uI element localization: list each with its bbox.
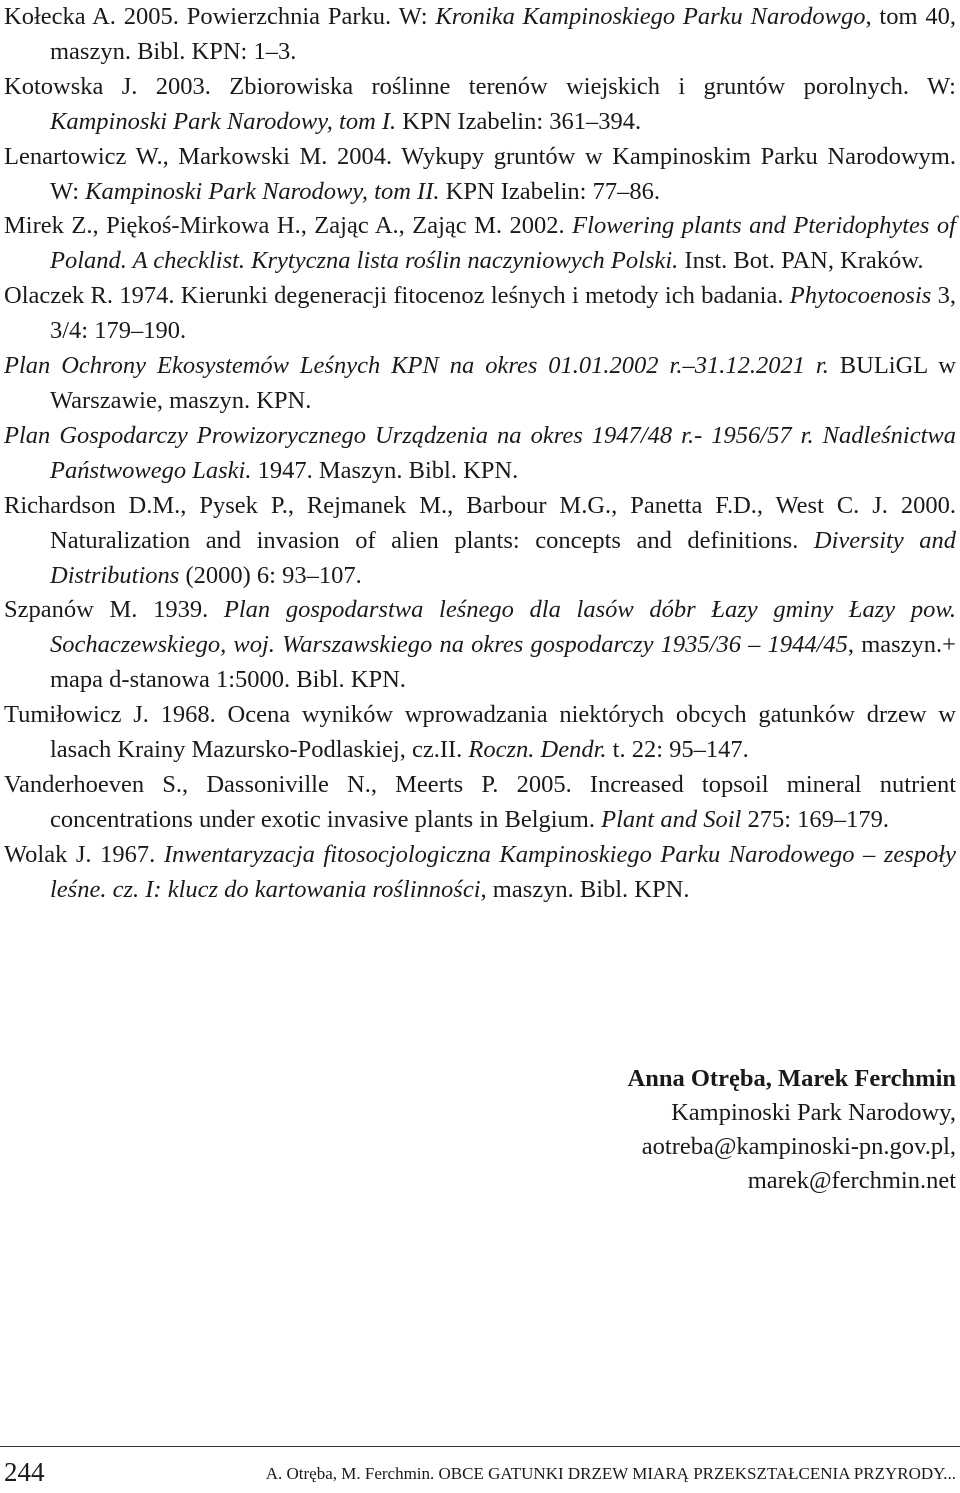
ref-text: , maszyn. Bibl. KPN. <box>480 875 690 903</box>
ref-text: KPN Izabelin: 77–86. <box>439 177 660 205</box>
reference-list <box>4 0 956 908</box>
author-email: aotreba@kampinoski-pn.gov.pl, <box>641 1133 956 1160</box>
ref-title: Plan Gospodarczy Prowizorycznego Urządzenia na okres 1947/48 r.- 1956/57 r. Nadleśnictwa Państwowego Laski. <box>4 421 956 484</box>
author-affiliation: Kampinoski Park Narodowy, <box>671 1099 956 1126</box>
ref-title: Inwentaryzacja fitosocjologiczna Kampinoskiego Parku Narodowego – zespoły leśne. cz. I: klucz do kartowania roślinności <box>50 840 956 903</box>
ref-text: Kotowska J. 2003. Zbiorowiska roślinne terenów wiejskich i gruntów porolnych. W: <box>4 72 956 100</box>
ref-title: Kronika Kampinoskiego Parku Narodowgo <box>435 3 866 30</box>
ref-text: Olaczek R. 1974. Kierunki degeneracji fitocenoz leśnych i metody ich badania. <box>4 282 790 310</box>
ref-title: Flowering plants and Pteridophytes of Poland. A checklist. Krytyczna lista roślin naczyniowych Polski. <box>50 212 956 275</box>
ref-text: Inst. Bot. PAN, Kraków. <box>678 247 924 275</box>
reference-item <box>4 140 956 210</box>
ref-text: , tom 40, maszyn. Bibl. KPN: 1–3. <box>50 3 957 65</box>
ref-text: 3, 3/4: 179–190. <box>50 282 956 345</box>
author-names: Anna Otręba, Marek Ferchmin <box>627 1065 956 1092</box>
reference-item <box>4 279 956 349</box>
ref-text: 1947. Maszyn. Bibl. KPN. <box>251 456 519 484</box>
ref-title: Diversity and Distributions <box>50 526 957 589</box>
reference-item <box>4 698 956 768</box>
author-block <box>628 1062 956 1198</box>
reference-item <box>4 489 956 594</box>
page-number: 244 <box>4 1457 45 1487</box>
ref-text: Kołecka A. 2005. Powierzchnia Parku. W: <box>4 3 436 30</box>
reference-item <box>4 0 956 70</box>
ref-text: , maszyn.+ mapa d-stanowa 1:5000. Bibl. KPN. <box>50 631 956 694</box>
ref-title: Roczn. Dendr. <box>468 736 607 764</box>
ref-text: Mirek Z., Piękoś-Mirkowa H., Zając A., Zając M. 2002. <box>4 212 573 240</box>
reference-item <box>4 838 956 908</box>
ref-text: BULiGL w Warszawie, maszyn. KPN. <box>50 352 956 414</box>
reference-item <box>4 419 956 489</box>
ref-title: Plant and Soil <box>601 805 742 833</box>
ref-title: Plan Ochrony Ekosystemów Leśnych KPN na okres 01.01.2002 r.–31.12.2021 r. <box>4 352 829 380</box>
ref-text: Wolak J. 1967. <box>4 840 164 868</box>
reference-item <box>4 768 956 838</box>
ref-title: Kampinoski Park Narodowy, tom I. <box>50 107 397 135</box>
ref-text: Szpanów M. 1939. <box>4 596 224 624</box>
ref-text: KPN Izabelin: 361–394. <box>396 107 642 135</box>
page-footer <box>0 1446 960 1493</box>
ref-title: Phytocoenosis <box>789 282 932 310</box>
ref-text: 275: 169–179. <box>741 805 890 833</box>
reference-item <box>4 209 956 279</box>
ref-text: Tumiłowicz J. 1968. Ocena wyników wprowadzania niektórych obcych gatunków drzew w lasach Krainy Mazursko-Podlaskiej, cz.II. <box>4 701 956 764</box>
ref-text: t. 22: 95–147. <box>606 736 749 764</box>
running-head: A. Otręba, M. Ferchmin. OBCE GATUNKI DRZEW MIARĄ PRZEKSZTAŁCENIA PRZYRODY... <box>265 1464 956 1483</box>
reference-item <box>4 593 956 698</box>
ref-title: Plan gospodarstwa leśnego dla lasów dóbr Łazy gminy Łazy pow. Sochaczewskiego, woj. Warszawskiego na okres gospodarczy 1935/36 – 1944/45 <box>50 596 957 659</box>
ref-title: Kampinoski Park Narodowy, tom II. <box>85 177 440 205</box>
ref-text: Richardson D.M., Pysek P., Rejmanek M., Barbour M.G., Panetta F.D., West C. J. 2000. Naturalization and invasion of alien plants: concepts and definitions. <box>4 491 956 554</box>
reference-item <box>4 70 956 140</box>
ref-text: Vanderhoeven S., Dassoniville N., Meerts P. 2005. Increased topsoil mineral nutrient concentrations under exotic invasive plants in Belgium. <box>4 770 956 833</box>
reference-item <box>4 349 956 419</box>
ref-text: Lenartowicz W., Markowski M. 2004. Wykupy gruntów w Kampinoskim Parku Narodowym. W: <box>4 142 956 205</box>
ref-text: (2000) 6: 93–107. <box>179 561 362 589</box>
author-email: marek@ferchmin.net <box>747 1167 956 1194</box>
